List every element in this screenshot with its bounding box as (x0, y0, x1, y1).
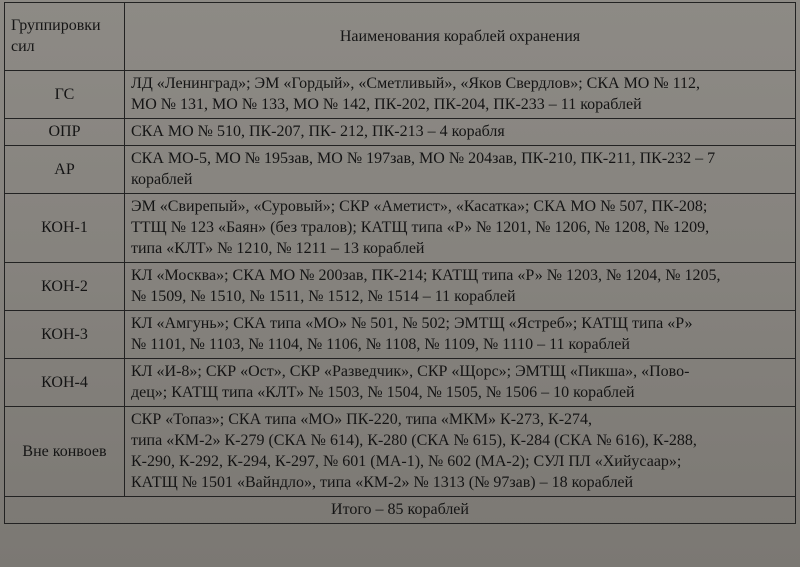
ships-line: ЭМ «Свирепый», «Суровый»; СКР «Аметист», «Касатка»; СКА МО № 507, ПК-208; (131, 198, 708, 215)
ships-cell (125, 71, 796, 119)
table-row (5, 71, 796, 119)
ships-line: № 1509, № 1510, № 1511, № 1512, № 1514 – 11 кораблей (131, 288, 516, 305)
table-row (5, 146, 796, 194)
ships-line: дец»; КАТЩ типа «КЛТ» № 1503, № 1504, № 1505, № 1506 – 10 кораблей (131, 384, 635, 401)
total-cell: Итого – 85 кораблей (5, 497, 796, 524)
ships-line: КЛ «Москва»; СКА МО № 200зав, ПК-214; КАТЩ типа «Р» № 1203, № 1204, № 1205, (131, 267, 721, 284)
total-row (5, 497, 796, 524)
ships-cell (125, 263, 796, 311)
ships-line: кораблей (131, 171, 193, 188)
ships-line: МО № 131, МО № 133, МО № 142, ПК-202, ПК-204, ПК-233 – 11 кораблей (131, 96, 642, 113)
group-cell: КОН-1 (5, 194, 125, 263)
ships-line: типа «КМ-2» К-279 (СКА № 614), К-280 (СКА № 615), К-284 (СКА № 616), К-288, (131, 432, 697, 449)
ships-cell (125, 359, 796, 407)
ships-line: ТТЩ № 123 «Баян» (без тралов); КАТЩ типа «Р» № 1201, № 1206, № 1208, № 1209, (131, 219, 710, 236)
table-row (5, 263, 796, 311)
group-cell: АР (5, 146, 125, 194)
ships-cell (125, 194, 796, 263)
group-cell: КОН-4 (5, 359, 125, 407)
group-cell: КОН-3 (5, 311, 125, 359)
group-cell: ОПР (5, 119, 125, 146)
group-cell: ГС (5, 71, 125, 119)
ships-line: ЛД «Ленинград»; ЭМ «Гордый», «Сметливый», «Яков Свердлов»; СКА МО № 112, (131, 75, 701, 92)
table-row (5, 311, 796, 359)
table-row (5, 407, 796, 497)
table-row (5, 194, 796, 263)
ships-cell (125, 407, 796, 497)
ships-line: КАТЩ № 1501 «Вайндло», типа «КМ-2» № 1313 (№ 97зав) – 18 кораблей (131, 474, 634, 491)
ships-line: СКА МО-5, МО № 195зав, МО № 197зав, МО № 204зав, ПК-210, ПК-211, ПК-232 – 7 (131, 150, 716, 167)
header-row (5, 3, 796, 71)
ships-cell (125, 119, 796, 146)
escort-ships-table (4, 2, 796, 524)
group-cell: Вне конвоев (5, 407, 125, 497)
ships-line: типа «КЛТ» № 1210, № 1211 – 13 кораблей (131, 240, 425, 257)
ships-cell (125, 146, 796, 194)
ships-line: КЛ «И-8»; СКР «Ост», СКР «Разведчик», СКР «Щорс»; ЭМТЩ «Пикша», «Пово- (131, 363, 690, 380)
ships-line: СКР «Топаз»; СКА типа «МО» ПК-220, типа «МКМ» К-273, К-274, (131, 411, 593, 428)
table-row (5, 359, 796, 407)
ships-cell (125, 311, 796, 359)
ships-line: КЛ «Амгунь»; СКА типа «МО» № 501, № 502; ЭМТЩ «Ястреб»; КАТЩ типа «Р» (131, 315, 693, 332)
header-names-col: Наименования кораблей охранения (125, 3, 796, 71)
ships-line: СКА МО № 510, ПК-207, ПК- 212, ПК-213 – 4 корабля (131, 123, 505, 140)
table-row (5, 119, 796, 146)
ships-line: № 1101, № 1103, № 1104, № 1106, № 1108, № 1109, № 1110 – 11 кораблей (131, 336, 630, 353)
group-cell: КОН-2 (5, 263, 125, 311)
ships-line: К-290, К-292, К-294, К-297, № 601 (МА-1), № 602 (МА-2); СУЛ ПЛ «Хийусаар»; (131, 453, 682, 470)
header-group-col: Группировки сил (5, 3, 125, 71)
